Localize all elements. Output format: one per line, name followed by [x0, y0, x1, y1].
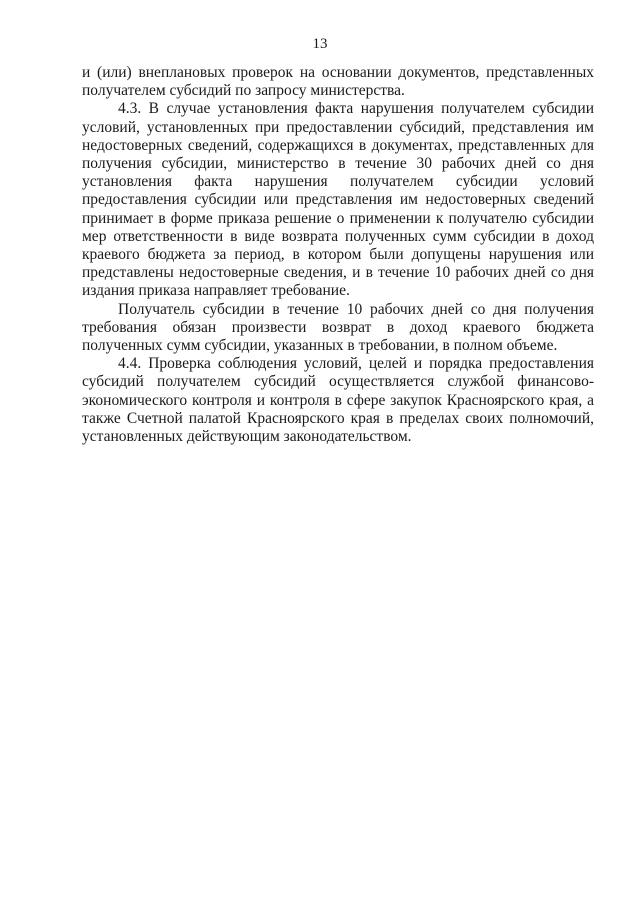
- paragraph-continuation: и (или) внеплановых проверок на основании документов, представленных получателем субсидий по запросу министерства.: [82, 64, 594, 100]
- paragraph-recipient-obligation: Получатель субсидии в течение 10 рабочих дней со дня получения требования обязан произвести возврат в доход краевого бюджета полученных сумм субсидии, указанных в требовании, в полном объеме.: [82, 300, 594, 355]
- paragraph-clause-4-4: 4.4. Проверка соблюдения условий, целей и порядка предоставления субсидий получателем субсидий осуществляется службой финансово-экономического контроля и контроля в сфере закупок Красноярского края, а также Счетной палатой Красноярского края в пределах своих полномочий, установленных действующим законодательством.: [82, 355, 594, 446]
- page-number: 13: [312, 36, 328, 52]
- document-body: [82, 64, 594, 446]
- paragraph-clause-4-3: 4.3. В случае установления факта нарушения получателем субсидии условий, установленных при предоставлении субсидий, представления им недостоверных сведений, содержащихся в документах, представленных для получения субсидии, министерство в течение 30 рабочих дней со дня установления факта нарушения получателем субсидии условий предоставления субсидии или представления им недостоверных сведений принимает в форме приказа решение о применении к получателю субсидии мер ответственности в виде возврата полученных сумм субсидии в доход краевого бюджета за период, в котором были допущены нарушения или представлены недостоверные сведения, и в течение 10 рабочих дней со дня издания приказа направляет требование.: [82, 100, 594, 300]
